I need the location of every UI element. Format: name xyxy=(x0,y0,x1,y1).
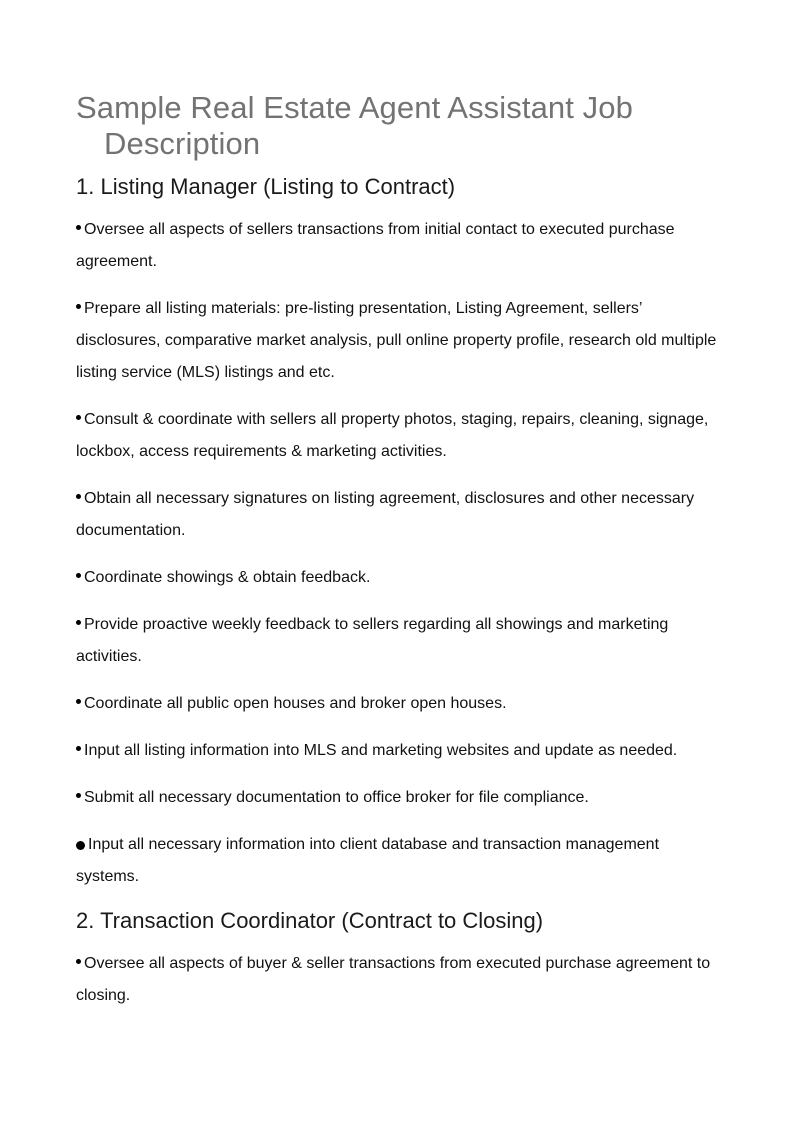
bullet-icon xyxy=(76,841,85,850)
list-item-text: Oversee all aspects of buyer & seller transactions from executed purchase agreement to closing. xyxy=(76,955,711,1004)
section-heading-listing-manager: 1. Listing Manager (Listing to Contract) xyxy=(76,174,456,199)
list-item xyxy=(76,404,726,468)
document-title xyxy=(76,90,726,162)
list-item-text: Coordinate all public open houses and broker open houses. xyxy=(84,695,507,712)
bullet-icon xyxy=(76,793,81,798)
title-line-2: Description xyxy=(104,126,261,161)
bullet-icon xyxy=(76,304,81,309)
list-item-text: Coordinate showings & obtain feedback. xyxy=(84,569,371,586)
list-item-text: Prepare all listing materials: pre-listing presentation, Listing Agreement, sellers’ disclosures, comparative market analysis, pull online property profile, research old multiple listing service (MLS) listings and etc. xyxy=(76,300,717,381)
bullet-icon xyxy=(76,494,81,499)
list-item xyxy=(76,483,726,547)
list-item xyxy=(76,782,726,814)
list-item xyxy=(76,688,726,720)
section-heading-transaction-coordinator: 2. Transaction Coordinator (Contract to Closing) xyxy=(76,908,544,933)
bullet-icon xyxy=(76,959,81,964)
bullet-icon xyxy=(76,415,81,420)
list-item-text: Provide proactive weekly feedback to sellers regarding all showings and marketing activities. xyxy=(76,616,669,665)
list-item xyxy=(76,829,726,893)
document-page xyxy=(76,90,726,1027)
bullet-icon xyxy=(76,699,81,704)
list-item-text: Obtain all necessary signatures on listing agreement, disclosures and other necessary documentation. xyxy=(76,490,695,539)
list-item-text: Submit all necessary documentation to office broker for file compliance. xyxy=(84,789,589,806)
list-item xyxy=(76,214,726,278)
list-item-text: Consult & coordinate with sellers all property photos, staging, repairs, cleaning, signage, lockbox, access requirements & marketing activities. xyxy=(76,411,709,460)
list-item xyxy=(76,948,726,1012)
list-item-text: Input all necessary information into client database and transaction management systems. xyxy=(76,836,660,885)
list-item xyxy=(76,609,726,673)
bullet-icon xyxy=(76,746,81,751)
list-item xyxy=(76,562,726,594)
bullet-icon xyxy=(76,225,81,230)
list-item-text: Oversee all aspects of sellers transactions from initial contact to executed purchase agreement. xyxy=(76,221,675,270)
list-item-text: Input all listing information into MLS and marketing websites and update as needed. xyxy=(84,742,678,759)
listing-manager-list xyxy=(76,214,726,893)
bullet-icon xyxy=(76,573,81,578)
transaction-coordinator-list xyxy=(76,948,726,1012)
list-item xyxy=(76,293,726,389)
list-item xyxy=(76,735,726,767)
title-line-1: Sample Real Estate Agent Assistant Job xyxy=(76,90,633,125)
bullet-icon xyxy=(76,620,81,625)
